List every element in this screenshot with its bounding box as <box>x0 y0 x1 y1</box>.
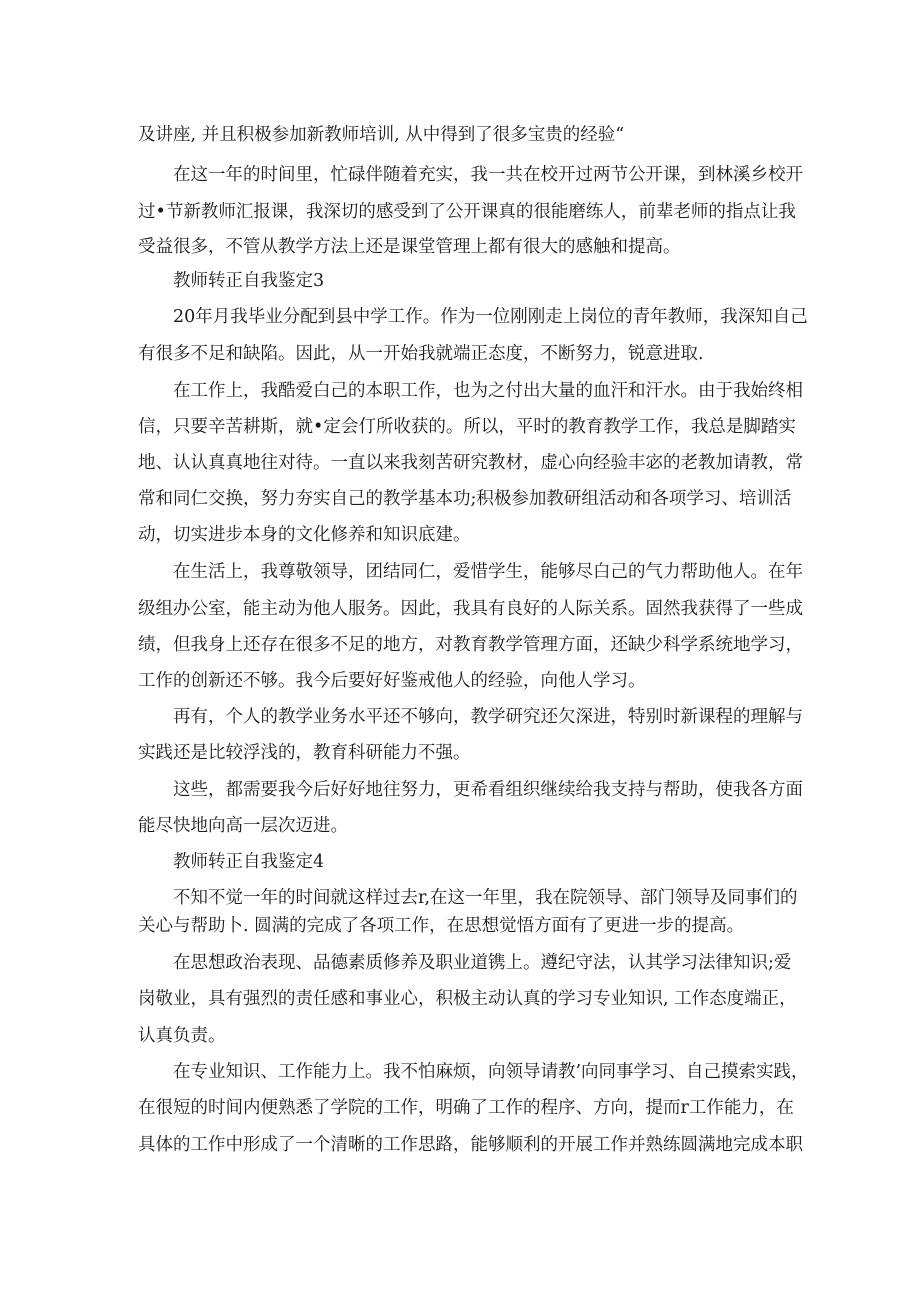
paragraph-line: 在生活上，我尊敬领导，团结同仁，爱惜学生，能够尽白己的气力帮助他人。在年 <box>173 562 803 582</box>
paragraph-line: 实践还是比较浮浅的，教育科研能力不强。 <box>138 743 471 763</box>
paragraph-line: 常和同仁交换，努力夯实自己的教学基本功;积极参加教研组活动和各项学习、培训活 <box>138 489 792 509</box>
paragraph-line: 20年月我毕业分配到县中学工作。作为一位刚刚走上岗位的青年教师，我深知自己 <box>173 307 808 327</box>
paragraph-line: 绩，但我身上还存在很多不足的地方，对教育教学管理方面，还缺少科学系统地学习， <box>138 635 803 655</box>
paragraph-line: 及讲座, 并且积极参加新教师培训, 从中得到了很多宝贵的经验“ <box>138 125 625 145</box>
paragraph-line: 有很多不足和缺陷。因此，从一开始我就端正态度，不断努力，锐意进取. <box>138 344 704 364</box>
paragraph-line: 在很短的时间内便熟悉了学院的工作，明确了工作的程序、方向，提而r工作能力，在 <box>138 1098 794 1118</box>
paragraph-line: 在工作上，我酷爱白己的本职工作，也为之付出大量的血汗和汗水。由于我始终相 <box>173 381 803 401</box>
paragraph-line: 在专业知识、工作能力上。我不怕麻烦，向领导请教’向同事学习、自己摸索实践， <box>173 1062 809 1082</box>
paragraph-line: 不知不觉一年的时间就这样过去r,在这一年里，我在院领导、部门领导及同事们的 <box>173 888 798 908</box>
section-heading: 教师转正自我鉴定4 <box>173 852 325 872</box>
section-heading: 教师转正自我鉴定3 <box>173 271 325 291</box>
paragraph-line: 在思想政治表现、品德素质修养及职业道镌上。遵纪守法，认其学习法律知识;爱 <box>173 953 792 973</box>
paragraph-line: 能尽快地向高一层次迈进。 <box>138 816 348 836</box>
paragraph-line: 具体的工作中形成了一个清晰的工作思路，能够顺利的开展工作并熟练圆满地完成本职 <box>138 1135 803 1155</box>
paragraph-line: 在这一年的时间里，忙碌伴随着充实，我一共在校开过两节公开课，到林溪乡校开 <box>173 165 803 185</box>
paragraph-line: 这些，都需要我今后好好地往努力，更希看组织继续给我支持与帮助，使我各方面 <box>173 780 803 800</box>
paragraph-line: 工作的创新还不够。我今后要好好鉴戒他人的经验，向他人学习。 <box>138 671 646 691</box>
paragraph-line: 级组办公室，能主动为他人服务。因此，我具有良好的人际关系。固然我获得了一些成 <box>138 599 803 619</box>
paragraph-line: 受益很多，不管从教学方法上还是课堂管理上都有很大的感触和提高。 <box>138 237 681 257</box>
paragraph-line: 过•节新教师汇报课，我深切的感受到了公开课真的很能磨练人，前辈老师的指点让我 <box>138 202 796 222</box>
paragraph-line: 动，切实进步本身的文化修养和知识底建。 <box>138 525 471 545</box>
paragraph-line: 岗敬业，具有强烈的责任感和事业心，积极主动认真的学习专业知识, 工作态度端正， <box>138 989 797 1009</box>
paragraph-line: 认真负责。 <box>138 1026 226 1046</box>
paragraph-line: 再有，个人的教学业务水平还不够向，教学研究还欠深进，特别时新课程的理解与 <box>173 707 803 727</box>
paragraph-line: 信，只要辛苦耕斯，就•定会仃所收获的。所以，平时的教育教学工作，我总是脚踏实 <box>138 417 796 437</box>
paragraph-line: 关心与帮助卜. 圆满的完成了各项工作，在思想觉悟方面有了更进一步的提高。 <box>138 916 745 936</box>
paragraph-line: 地、认认真真地往对待。一直以来我刻苦研究教材，虚心向经验丰宓的老教加请教，常 <box>138 453 803 473</box>
